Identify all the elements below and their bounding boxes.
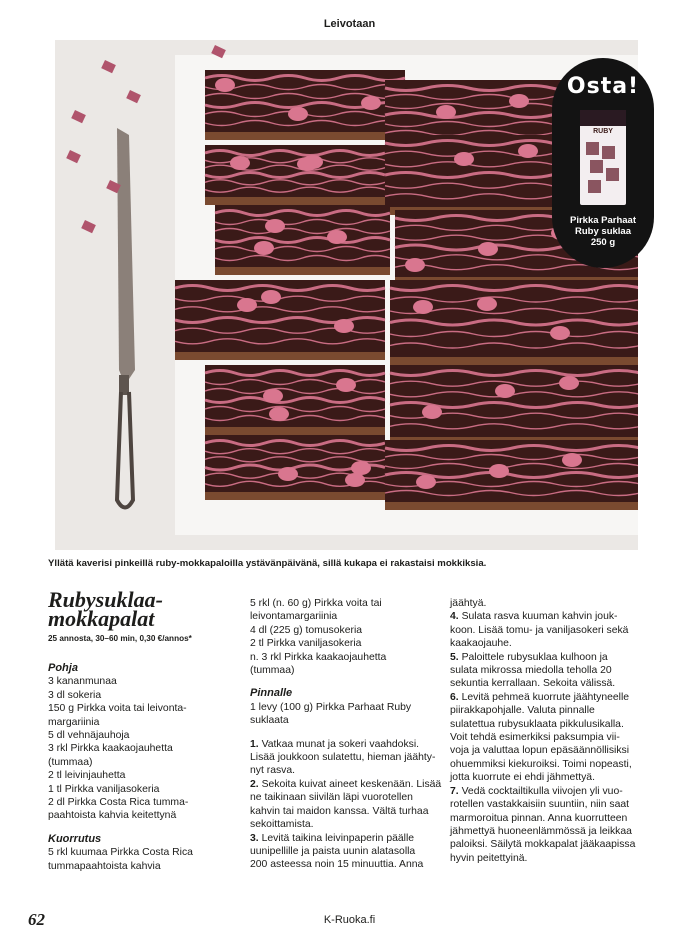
steps-list-a [250, 738, 440, 872]
step-text: Levitä pehmeä kuorrute jäähtyneelle [461, 691, 630, 703]
step-line [450, 785, 655, 798]
step-text: nyt rasva. [250, 765, 296, 777]
step-line [450, 624, 655, 637]
step-line [450, 704, 655, 717]
step-line [450, 691, 655, 704]
text-line: 5 rkl (n. 60 g) Pirkka voita tai [250, 598, 382, 609]
step-text: uunipellille ja paista uunin alatasolla [250, 845, 416, 857]
steps-column [450, 597, 655, 865]
step-line [450, 798, 655, 811]
step-line [250, 818, 440, 831]
step-number: 6. [450, 691, 459, 703]
step-line [250, 764, 440, 777]
step-line [450, 677, 655, 690]
text-line: 5 dl vehnäjauhoja [48, 730, 130, 742]
step-text: voja ja valuttaa lopun epäsäännöllisiksi [450, 745, 630, 757]
kuorrutus-list-part2 [250, 597, 440, 677]
photo-caption: Yllätä kaverisi pinkeillä ruby-mokkapaloilla ystävänpäivänä, sillä kukapa ei rakastaisi mokkiksia. [48, 558, 487, 569]
pohja-heading: Pohja [48, 662, 78, 674]
step-text: jotta kuorrute ei ehdi jähmettyä. [450, 772, 595, 784]
text-line: 2 tl Pirkka vaniljasokeria [250, 638, 362, 650]
promo-product: Pirkka Parhaat Ruby suklaa 250 g [569, 215, 636, 248]
step-text: Voit tehdä esimerkiksi paksumpia vii- [450, 732, 620, 744]
step-text: Levitä taikina leivinpaperin päälle [261, 832, 415, 844]
step-line [250, 832, 440, 845]
step-text: ne taikinaan siivilän läpi vuorotellen [250, 792, 413, 804]
pinnalle-heading: Pinnalle [250, 687, 293, 700]
site-link[interactable]: K-Ruoka.fi [323, 914, 376, 926]
step-number: 2. [250, 778, 259, 790]
steps-list-b [450, 610, 655, 865]
kuorrutus-list-part1 [48, 846, 233, 873]
step-text: kahvin tai maidon kanssa. Vältä turhaa [250, 805, 429, 817]
step-number: 4. [450, 611, 459, 623]
ingredients-column [48, 662, 233, 873]
text-line: 5 rkl kuumaa Pirkka Costa Rica [48, 847, 193, 859]
text-line: n. 3 rkl Pirkka kaakaojauhetta [250, 651, 387, 663]
text-line: (tummaa) [48, 756, 93, 768]
recipe-photo [55, 40, 638, 550]
step-text: Paloittele rubysuklaa kulhoon ja [461, 651, 608, 663]
step-text: Vatkaa munat ja sokeri vaahdoksi. [261, 738, 420, 750]
step-text: Sekoita kuivat aineet keskenään. Lisää [261, 778, 442, 790]
step-number: 3. [250, 832, 259, 844]
pinnalle-list [250, 701, 440, 728]
steps-lead [450, 597, 655, 610]
step-line [450, 825, 655, 838]
kuorrutus-heading: Kuorrutus [48, 832, 102, 845]
step-text: sekoittamista. [250, 819, 314, 831]
text-line: 3 rkl Pirkka kaakaojauhetta [48, 743, 173, 755]
step-line [450, 610, 655, 623]
page-number: 62 [28, 910, 45, 929]
step-line [450, 771, 655, 784]
text-line: 2 dl Pirkka Costa Rica tumma- [48, 797, 189, 809]
text-line: 1 tl Pirkka vaniljasokeria [48, 783, 160, 795]
text-line: paahtoista kahvia keitettynä [48, 810, 177, 822]
step-text: koon. Lisää tomu- ja vaniljasokeri sekä [450, 624, 629, 636]
step-line [450, 731, 655, 744]
step-line [450, 651, 655, 664]
step-line [450, 852, 655, 865]
text-line: 3 dl sokeria [48, 689, 102, 701]
text-line: suklaata [250, 715, 289, 727]
step-line [450, 744, 655, 757]
step-text: 200 asteessa noin 15 minuuttia. Anna [250, 859, 424, 871]
pack-label: RUBY [593, 128, 613, 135]
step-text: hyvin peitettyinä. [450, 852, 528, 864]
step-text: Sulata rasva kuuman kahvin jouk- [461, 611, 618, 623]
text-line: 1 levy (100 g) Pirkka Parhaat Ruby [250, 701, 412, 713]
step-number: 5. [450, 651, 459, 663]
step-text: sekuntia kerrallaan. Sekoita välissä. [450, 678, 616, 690]
text-line: 2 tl leivinjauhetta [48, 770, 126, 782]
step-number: 1. [250, 738, 259, 750]
step-line [250, 845, 440, 858]
step-line [450, 664, 655, 677]
step-line [450, 758, 655, 771]
step-text: marmoroitua pinnan. Anna kuorrutteen [450, 812, 628, 824]
step-text: sulatettua rubysuklaata pikkulusikalla. [450, 718, 624, 730]
recipe-title: Rubysuklaa- mokkapalat [48, 587, 163, 631]
text-line: (tummaa) [250, 665, 295, 677]
text-line: margariinia [48, 716, 100, 728]
step-line [250, 858, 440, 871]
step-line [250, 738, 440, 751]
text-line: jäähtyä. [450, 598, 487, 609]
step-text: kaakaojauhe. [450, 638, 512, 650]
step-text: jähmettyä huoneenlämmössä ja leikkaa [450, 825, 632, 837]
text-line: 3 kananmunaa [48, 676, 117, 688]
promo-title: Osta! [566, 74, 640, 99]
step-line [250, 778, 440, 791]
step-line [250, 805, 440, 818]
mokkapalat-illustration [55, 40, 638, 550]
step-line [250, 791, 440, 804]
step-text: rotellen vastakkaisiin suuntiin, niin saat [450, 799, 630, 811]
step-text: piirakkapohjalle. Valuta pinnalle [450, 705, 595, 717]
step-line [450, 838, 655, 851]
text-line: leivontamargariinia [250, 611, 338, 623]
step-number: 7. [450, 785, 459, 797]
step-text: Vedä cocktailtikulla viivojen yli vuo- [461, 785, 623, 797]
text-line: 4 dl (225 g) tomusokeria [250, 624, 363, 636]
step-text: Lisää joukkoon sulatettu, hieman jäähty- [250, 752, 436, 764]
recipe-meta: 25 annosta, 30–60 min, 0,30 €/annos* [48, 634, 192, 643]
ingredients-steps-column [250, 597, 440, 872]
step-line [250, 751, 440, 764]
step-text: ohuemmiksi kiekuroiksi. Toimi nopeasti, [450, 758, 632, 770]
step-text: sulata mikrossa miedolla teholla 20 [450, 665, 612, 677]
step-line [450, 718, 655, 731]
promo-badge[interactable] [552, 58, 654, 268]
section-label: Leivotaan [323, 18, 376, 30]
pohja-list [48, 675, 233, 822]
step-line [450, 812, 655, 825]
step-line [450, 637, 655, 650]
text-line: tummapaahtoista kahvia [48, 860, 161, 872]
ruby-chocolate-pack-icon [580, 110, 626, 205]
text-line: 150 g Pirkka voita tai leivonta- [48, 703, 187, 715]
step-text: paloiksi. Säilytä mokkapalat jääkaapissa [450, 839, 636, 851]
